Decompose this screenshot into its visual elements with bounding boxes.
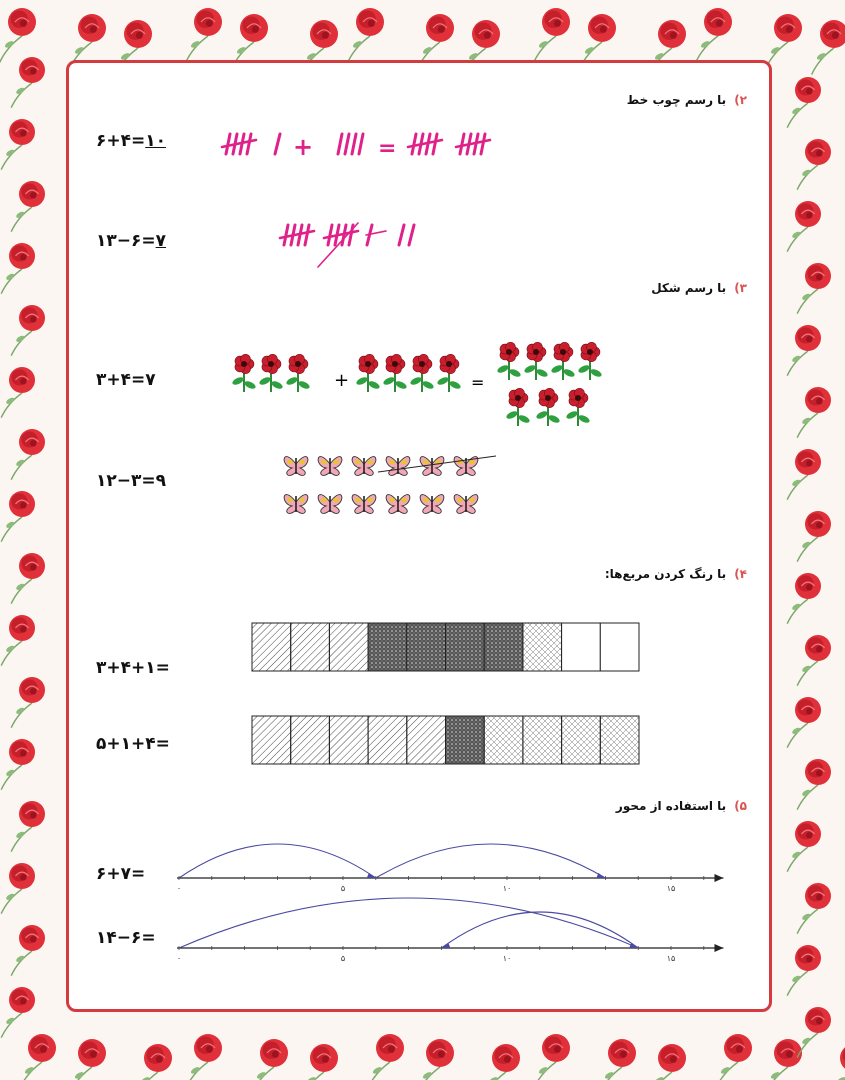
rose-icon [787,573,821,624]
section-3-heading [651,281,747,295]
tally-marks-addition [220,128,510,164]
flower-icon [577,342,602,380]
tally-mark [226,134,230,154]
rose-icon [600,1039,636,1080]
square-cell-mesh [523,623,562,671]
tally-mark [412,134,416,154]
rose-icon [70,1039,106,1080]
rose-icon [11,925,45,976]
equals-sign: = [378,136,397,161]
tally-mark [328,225,332,245]
square-cell-hatched [291,623,330,671]
section-number: ۳) [734,281,747,295]
butterfly-icon [352,495,376,514]
flower-icon [550,342,575,380]
square-cell-hatched [329,623,368,671]
square-cell-mesh [600,716,639,764]
rose-icon [766,14,802,69]
rose-icon [797,1007,831,1058]
rose-icon [534,8,570,63]
rose-icon [11,305,45,356]
rose-icon [797,387,831,438]
square-cell-mesh [562,716,601,764]
tally-marks-subtraction [278,215,428,270]
butterfly-icon [318,457,342,476]
rose-icon [186,8,222,63]
flower-icon [523,342,548,380]
jump-arc [376,844,606,878]
rose-icon [11,429,45,480]
section-2-heading [627,93,747,107]
tally-mark [305,225,309,245]
rose-icon [186,1034,222,1080]
rose-icon [787,325,821,376]
number-line-1 [165,840,745,902]
butterfly-icon [386,495,410,514]
rose-icon [797,759,831,810]
rose-icon [11,677,45,728]
tally-mark [481,134,485,154]
rose-icon [11,181,45,232]
rose-icon [797,635,831,686]
square-cell-hatched [368,716,407,764]
square-cell-dotted [368,623,407,671]
butterfly-icon [284,495,308,514]
tick-label: ۱۰ [502,954,512,963]
flower-icon [355,354,380,392]
plus-sign: + [293,133,314,161]
butterfly-icon [284,457,308,476]
flower-icon [231,354,256,392]
rose-icon [797,139,831,190]
butterfly-icon [386,457,410,476]
rose-icon [650,1044,686,1080]
square-cell-hatched [407,716,446,764]
rose-icon [1,243,35,294]
rose-icon [766,1039,802,1080]
axis-arrow-icon [714,874,723,882]
axis-arrow-icon [714,944,723,952]
drawing-equation-2: ۱۲−۳=۹ [96,471,166,491]
square-cell-empty [562,623,601,671]
tally-mark [345,134,349,154]
colored-squares-bar-1 [251,622,641,674]
rose-icon [1,119,35,170]
rose-icon [1,863,35,914]
tally-mark [460,134,464,154]
rose-icon [484,1044,520,1080]
rose-icon [252,1039,288,1080]
tick-label: ۱۵ [666,884,676,893]
butterfly-drawing [278,448,498,520]
rose-icon [1,491,35,542]
rose-icon [787,201,821,252]
section-title: با رسم شکل [651,281,727,295]
rose-icon [696,8,732,63]
tally-mark [275,134,280,154]
butterfly-icon [420,495,444,514]
flower-icon [285,354,310,392]
colored-squares-bar-2 [251,715,651,767]
square-cell-hatched [329,716,368,764]
rose-icon [20,1034,56,1080]
arc-arrow-icon [367,873,376,878]
rose-icon [797,883,831,934]
butterfly-icon [454,495,478,514]
drawing-equation-1: ۳+۴=۷ [96,370,156,390]
rose-icon [11,801,45,852]
square-cell-dotted [446,623,485,671]
square-cell-empty [600,623,639,671]
rose-icon [136,1044,172,1080]
section-number: ۵) [734,799,747,813]
rose-icon [368,1034,404,1080]
butterfly-icon [352,457,376,476]
tally-mark [338,134,342,154]
butterfly-icon [318,495,342,514]
tally-mark [359,134,363,154]
square-cell-hatched [252,716,291,764]
section-title: با رنگ کردن مربع‌ها: [604,567,727,581]
flower-icon [436,354,461,392]
section-4-heading [605,567,747,581]
square-cell-hatched [291,716,330,764]
rose-icon [0,8,36,63]
tally-equation-1 [96,131,166,151]
tally-mark [284,225,288,245]
jump-arc [179,898,638,948]
flower-icon [565,388,590,426]
flower-icon [505,388,530,426]
rose-icon [302,1044,338,1080]
section-5-heading [616,799,747,813]
plus-sign: + [334,370,350,391]
rose-icon [1,739,35,790]
equation-expression: ۶+۴= [96,131,146,151]
rose-icon [716,1034,752,1080]
rose-icon [797,511,831,562]
jump-arc [179,844,376,878]
flower-icon [535,388,560,426]
tally-mark [352,134,356,154]
rose-icon [11,57,45,108]
section-number: ۴) [734,567,747,581]
rose-icon [1,367,35,418]
tally-mark [399,225,404,245]
flower-icon [258,354,283,392]
square-cell-hatched [252,623,291,671]
rose-icon [1,615,35,666]
number-line-equation-1: ۶+۷= [96,864,146,884]
flower-icon [409,354,434,392]
rose-icon [1,987,35,1038]
rose-icon [812,20,845,75]
flower-icon [496,342,521,380]
tally-mark [409,225,414,245]
equation-answer: ۱۰ [145,131,167,151]
number-line-equation-2: ۱۴−۶= [96,928,156,948]
section-number: ۲) [734,93,747,107]
equals-sign: = [471,373,485,392]
tick-label: ۰ [176,954,182,963]
rose-icon [418,1039,454,1080]
rose-icon [787,945,821,996]
tick-label: ۱۵ [666,954,676,963]
rose-icon [534,1034,570,1080]
rose-icon [787,821,821,872]
squares-equation-2: ۵+۱+۴= [96,734,170,754]
rose-icon [797,263,831,314]
square-cell-dotted [484,623,523,671]
squares-equation-1: ۳+۴+۱= [96,658,170,678]
flower-icon [382,354,407,392]
square-cell-mesh [523,716,562,764]
number-line-2 [165,894,745,970]
tally-mark [247,134,251,154]
equation-expression: ۱۳−۶= [96,231,156,251]
section-title: با رسم چوب خط [626,93,727,107]
square-cell-mesh [484,716,523,764]
rose-icon [787,449,821,500]
flower-drawing [228,338,608,428]
jump-arc [441,912,638,948]
rose-icon [787,77,821,128]
tick-label: ۰ [176,884,182,893]
equation-answer: ۷ [155,231,167,251]
tally-equation-2 [96,231,166,251]
rose-icon [787,697,821,748]
rose-icon [832,1044,845,1080]
rose-icon [348,8,384,63]
tick-label: ۵ [340,954,346,963]
tally-mark [433,134,437,154]
square-cell-dotted [446,716,485,764]
section-title: با استفاده از محور [615,799,727,813]
rose-icon [11,553,45,604]
tick-label: ۵ [340,884,346,893]
tick-label: ۱۰ [502,884,512,893]
arc-arrow-icon [441,943,450,948]
square-cell-dotted [407,623,446,671]
